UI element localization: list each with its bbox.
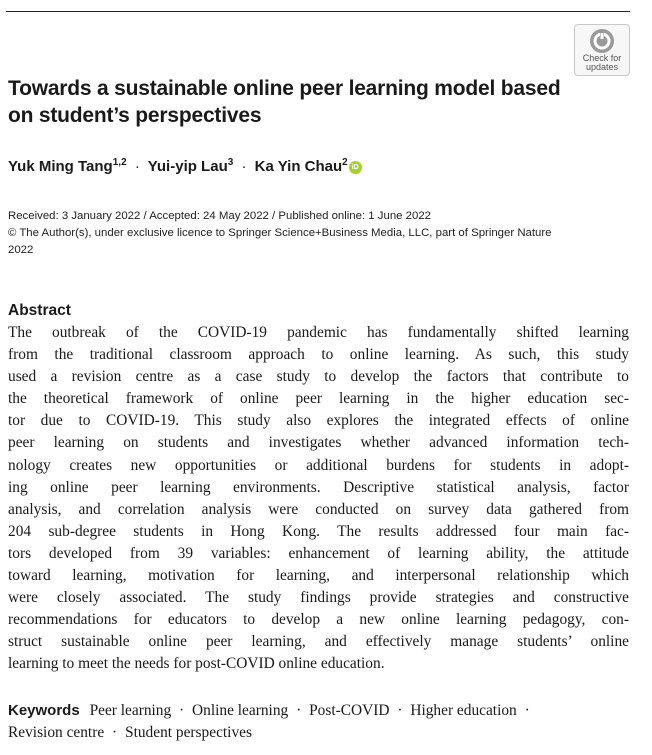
author-affiliation: 3 (227, 157, 234, 168)
author-affiliation: 2 (342, 157, 348, 168)
author-separator: · (241, 158, 247, 175)
abstract-line: ing online peer learning environments. Descriptive statistical analysis, factor (8, 478, 629, 496)
abstract-line: from the traditional classroom approach to online learning. As such, this study (8, 346, 629, 364)
check-for-updates-badge[interactable] (574, 24, 630, 76)
keyword-separator: · (524, 702, 530, 719)
author-name[interactable]: Yuk Ming Tang (8, 158, 113, 175)
author-separator: · (134, 158, 140, 175)
keyword[interactable]: Post-COVID (309, 702, 390, 719)
author-name[interactable]: Ka Yin Chau (254, 158, 343, 175)
abstract-line: used a revision centre as a case study to develop the factors that contribute to (8, 368, 629, 386)
abstract-line: learning to meet the needs for post-COVID online education. (8, 655, 385, 673)
abstract-line: the theoretical framework of online peer learning in the higher education sec- (8, 390, 629, 408)
keyword[interactable]: Peer learning (89, 702, 172, 719)
update-check-icon (589, 28, 615, 54)
keyword[interactable]: Student perspectives (125, 724, 252, 742)
orcid-icon[interactable]: iD (349, 161, 362, 174)
keyword[interactable]: Higher education (410, 702, 517, 719)
abstract-line: The outbreak of the COVID-19 pandemic has fundamentally shifted learning (8, 324, 629, 341)
badge-line1: Check for (582, 53, 622, 63)
abstract-line: nology creates new opportunities or additional burdens for students in adopt- (8, 456, 629, 474)
abstract-line: toward learning, motivation for learning, and interpersonal relationship which (8, 567, 629, 585)
keywords-section (8, 700, 629, 744)
abstract-line: recommendations for educators to develop a new online learning pedagogy, con- (8, 611, 629, 629)
abstract-body (8, 322, 629, 676)
keyword-separator: · (296, 702, 302, 719)
keyword-separator: · (397, 702, 403, 719)
abstract-line: struct sustainable online peer learning, and effectively manage students’ online (8, 633, 629, 651)
keyword[interactable]: Online learning (192, 702, 289, 719)
author-list (8, 157, 362, 177)
abstract-line: tor due to COVID-19. This study also explores the integrated effects of online (8, 412, 629, 430)
keyword-separator: · (112, 724, 118, 742)
copyright-line: © The Author(s), under exclusive licence to Springer Science+Business Media, LLC, part of Springer Nature (8, 227, 552, 239)
paper-title: Towards a sustainable online peer learning model based on student’s perspectives (8, 77, 561, 127)
keyword-separator: · (179, 702, 185, 719)
author-affiliation: 1,2 (112, 157, 127, 168)
publication-dates: Received: 3 January 2022 / Accepted: 24 May 2022 / Published online: 1 June 2022 (8, 210, 432, 222)
abstract-line: peer learning on students and investigates whether advanced information tech- (8, 434, 629, 452)
badge-line2: updates (585, 62, 619, 72)
abstract-line: analysis, and correlation analysis were conducted on survey data gathered from (8, 500, 629, 518)
keywords-label: Keywords (8, 702, 80, 719)
abstract-line: tors developed from 39 variables: enhancement of learning ability, the attitude (8, 544, 629, 562)
article-metadata (8, 208, 608, 259)
author-name[interactable]: Yui-yip Lau (147, 158, 228, 175)
keyword[interactable]: Revision centre (8, 724, 105, 742)
abstract-line: 204 sub-degree students in Hong Kong. The results addressed four main fac- (8, 522, 629, 540)
copyright-year: 2022 (8, 244, 34, 256)
abstract-heading: Abstract (8, 302, 71, 319)
top-rule (6, 11, 630, 12)
abstract-line: were closely associated. The study findings provide strategies and constructive (8, 589, 629, 607)
